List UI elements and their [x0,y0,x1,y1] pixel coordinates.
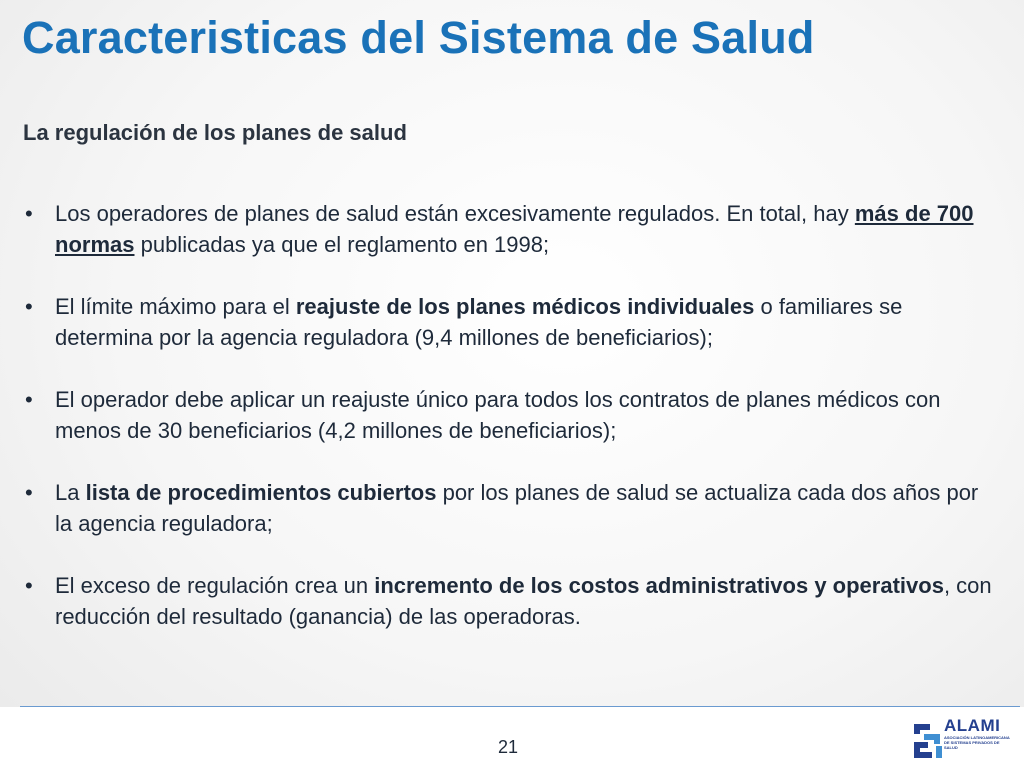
logo-name: ALAMI [944,716,1001,735]
bullet-item: • El exceso de regulación crea un incremento de los costos administrativos y operativos, con reducción del resultado (ganancia) de las operadoras. [24,570,994,632]
logo-tagline: ASOCIACIÓN LATINOAMERICANA DE SISTEMAS PRIVADOS DE SALUD [944,735,1010,750]
bullet-emphasis: más de 700 normas [55,201,974,257]
bullet-marker: • [25,201,33,226]
bullet-emphasis: lista de procedimientos cubiertos [85,480,437,505]
alami-logo [912,716,1012,760]
bullet-emphasis: incremento de los costos administrativos y operativos [374,573,944,598]
footer-divider [20,706,1020,707]
bullet-list [24,198,994,663]
slide-subtitle: La regulación de los planes de salud [23,120,407,145]
bullet-marker: • [25,387,33,412]
bullet-item: • El operador debe aplicar un reajuste único para todos los contratos de planes médicos con menos de 30 beneficiarios (4,2 millones de beneficiarios); [24,384,994,446]
bullet-marker: • [25,573,33,598]
bullet-item: • La lista de procedimientos cubiertos por los planes de salud se actualiza cada dos años por la agencia reguladora; [24,477,994,539]
bullet-item: • El límite máximo para el reajuste de los planes médicos individuales o familiares se determina por la agencia reguladora (9,4 millones de beneficiarios); [24,291,994,353]
bullet-marker: • [25,480,33,505]
page-number: 21 [498,737,519,757]
bullet-item: • Los operadores de planes de salud están excesivamente regulados. En total, hay más de 700 normas publicadas ya que el reglamento en 1998; [24,198,994,260]
bullet-emphasis: reajuste de los planes médicos individuales [295,294,755,319]
slide-title: Caracteristicas del Sistema de Salud [22,12,815,63]
alami-logo-icon [912,718,944,760]
bullet-marker: • [25,294,33,319]
